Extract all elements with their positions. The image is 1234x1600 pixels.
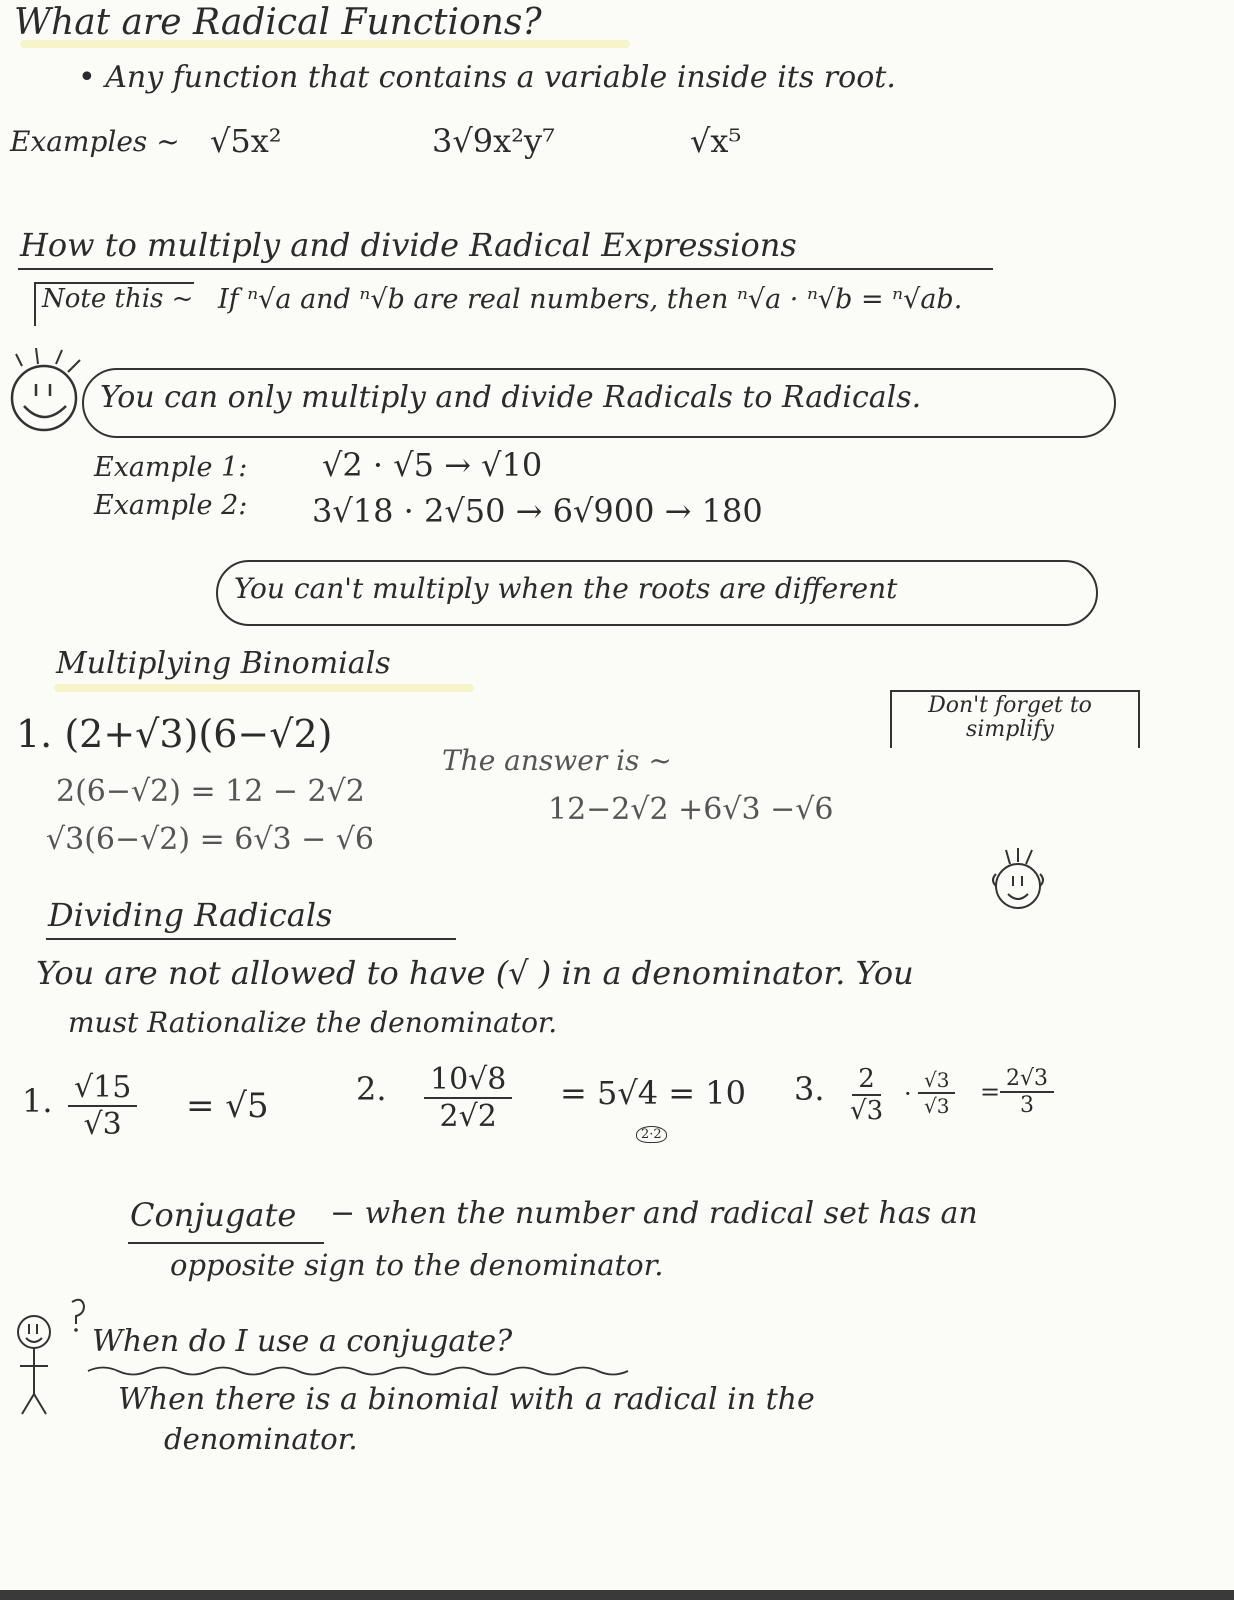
ex3-equals: = bbox=[980, 1078, 1001, 1106]
dividing-heading: Dividing Radicals bbox=[48, 896, 333, 934]
binomial-step2: √3(6−√2) = 6√3 − √6 bbox=[46, 822, 374, 857]
question-wavy-underline bbox=[88, 1364, 628, 1378]
binomials-heading: Multiplying Binomials bbox=[56, 646, 391, 681]
multiply-divide-heading: How to multiply and divide Radical Expressions bbox=[20, 226, 797, 264]
conjugate-answer-line2: denominator. bbox=[164, 1422, 358, 1456]
ex3-numerator-2: √3 bbox=[918, 1068, 955, 1094]
example-radical-1: √5x² bbox=[210, 122, 282, 160]
note-text: If ⁿ√a and ⁿ√b are real numbers, then ⁿ√a · ⁿ√b = ⁿ√ab. bbox=[218, 284, 963, 315]
binomial-answer: 12−2√2 +6√3 −√6 bbox=[548, 792, 834, 827]
ex1-numerator: √15 bbox=[68, 1070, 137, 1107]
binomial-step1: 2(6−√2) = 12 − 2√2 bbox=[56, 774, 365, 809]
ex2-side-note: 2·2 bbox=[636, 1126, 667, 1143]
binomials-highlight bbox=[54, 684, 474, 692]
conjugate-question: When do I use a conjugate? bbox=[92, 1324, 513, 1359]
example1-label: Example 1: bbox=[94, 452, 248, 483]
reminder-text: Don't forget to simplify bbox=[928, 693, 1092, 742]
smiley-face-icon bbox=[8, 348, 90, 460]
page-title: What are Radical Functions? bbox=[14, 2, 542, 43]
ex3-denominator-1: √3 bbox=[850, 1096, 884, 1126]
example2-math: 3√18 · 2√50 → 6√900 → 180 bbox=[312, 492, 763, 530]
ex3-fraction-3 bbox=[1000, 1066, 1054, 1118]
note-bracket bbox=[34, 282, 36, 326]
conjugate-underline bbox=[128, 1242, 324, 1244]
dividing-rule-line1: You are not allowed to have (√ ) in a denominator. You bbox=[36, 954, 914, 992]
ex1-fraction bbox=[68, 1070, 137, 1142]
definition-text: • Any function that contains a variable inside its root. bbox=[78, 60, 896, 95]
ex3-label: 3. bbox=[794, 1070, 825, 1108]
scan-edge bbox=[0, 1590, 1234, 1600]
face-doodle-icon bbox=[982, 848, 1054, 918]
note-label: Note this ~ bbox=[42, 284, 194, 314]
dividing-underline bbox=[46, 938, 456, 940]
example1-math: √2 · √5 → √10 bbox=[322, 446, 543, 484]
examples-label: Examples ~ bbox=[10, 125, 180, 158]
ex3-dot: · bbox=[904, 1080, 912, 1108]
example2-label: Example 2: bbox=[94, 490, 248, 521]
ex2-result: = 5√4 = 10 bbox=[560, 1074, 746, 1112]
conjugate-definition-line1: − when the number and radical set has an bbox=[330, 1196, 978, 1231]
heading-underline bbox=[18, 268, 993, 270]
conjugate-term: Conjugate bbox=[130, 1196, 297, 1234]
ex1-result: = √5 bbox=[186, 1086, 269, 1126]
ex3-fraction-2 bbox=[918, 1068, 955, 1118]
ex3-numerator-3: 2√3 bbox=[1000, 1066, 1054, 1093]
ex2-numerator: 10√8 bbox=[424, 1062, 512, 1099]
example-radical-2: 3√9x²y⁷ bbox=[432, 122, 555, 160]
bubble-warning-text: You can't multiply when the roots are different bbox=[234, 572, 898, 605]
ex2-denominator: 2√2 bbox=[439, 1099, 497, 1134]
ex1-label: 1. bbox=[22, 1082, 53, 1120]
conjugate-answer-line1: When there is a binomial with a radical in the bbox=[118, 1382, 815, 1417]
ex3-numerator-1: 2 bbox=[852, 1064, 881, 1096]
bubble-rule-text: You can only multiply and divide Radicals to Radicals. bbox=[100, 380, 922, 415]
dividing-rule-line2: must Rationalize the denominator. bbox=[68, 1006, 558, 1039]
ex3-denominator-3: 3 bbox=[1020, 1093, 1034, 1118]
conjugate-definition-line2: opposite sign to the denominator. bbox=[170, 1248, 664, 1282]
ex3-denominator-2: √3 bbox=[924, 1094, 950, 1118]
example-radical-3: √x⁵ bbox=[690, 122, 742, 160]
ex2-fraction bbox=[424, 1062, 512, 1134]
ex2-label: 2. bbox=[356, 1070, 387, 1108]
answer-label: The answer is ~ bbox=[442, 744, 672, 777]
stick-figure-icon bbox=[12, 1296, 90, 1424]
ex1-denominator: √3 bbox=[83, 1107, 122, 1142]
binomial-problem: 1. (2+√3)(6−√2) bbox=[16, 712, 333, 756]
ex3-fraction-1 bbox=[850, 1064, 883, 1126]
